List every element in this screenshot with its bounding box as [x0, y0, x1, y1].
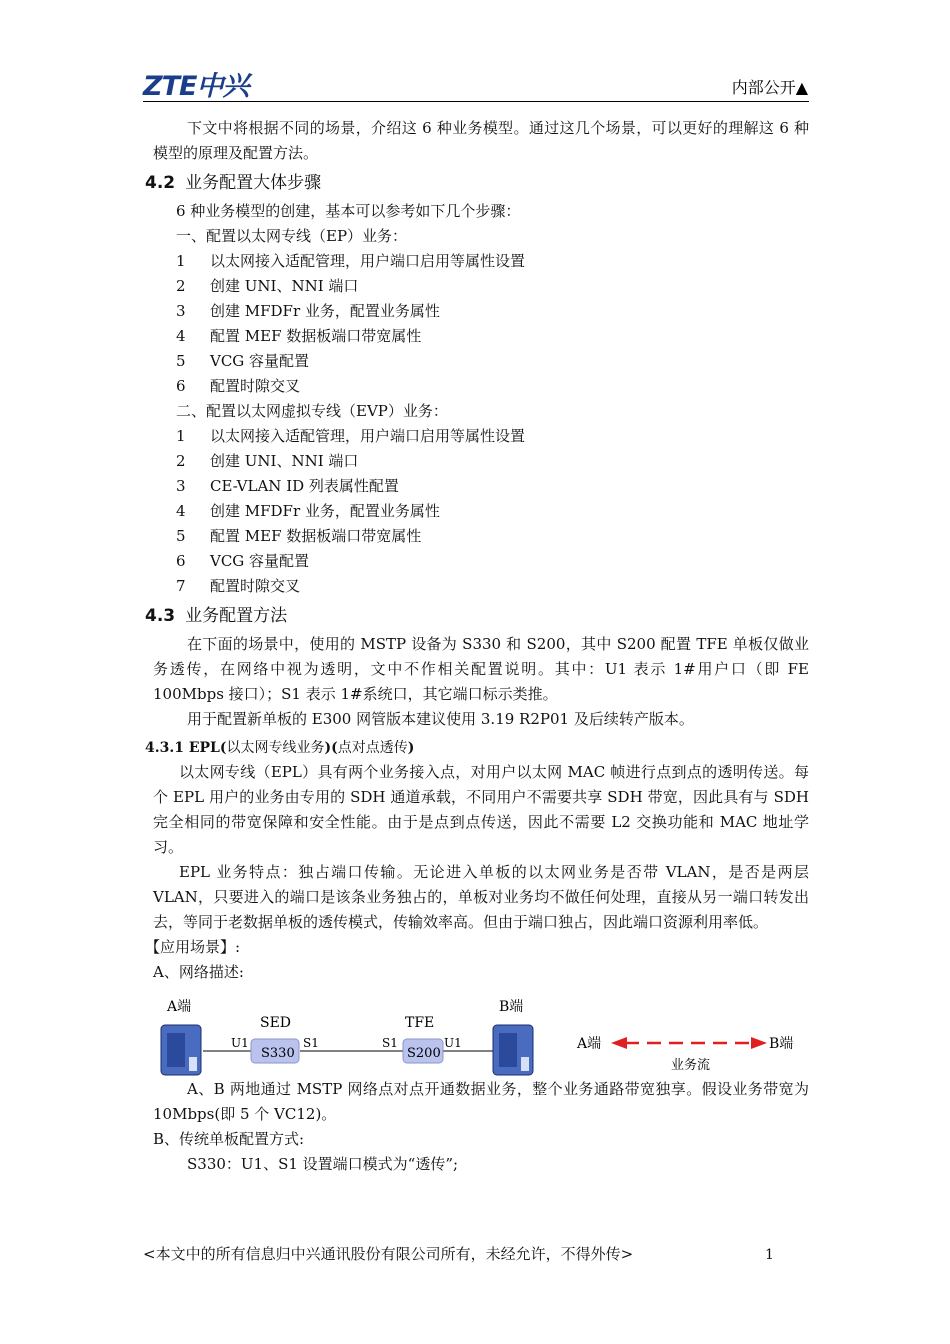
s200-label: S200: [407, 1046, 441, 1061]
list-item: 3 CE-VLAN ID 列表属性配置: [176, 477, 399, 495]
list-item: 3 创建 MFDFr 业务，配置业务属性: [176, 302, 440, 320]
traditional-config-label: B、传统单板配置方式:: [153, 1130, 305, 1148]
paragraph: 用于配置新单板的 E300 网管版本建议使用 3.19 R2P01 及后续转产版本。: [187, 710, 694, 728]
list-item: 5 配置 MEF 数据板端口带宽属性: [176, 527, 422, 545]
section-number: 4.3: [145, 606, 176, 626]
evp-steps-list: [153, 424, 809, 599]
ep-title: 一、配置以太网专线（EP）业务：: [176, 227, 408, 245]
s330-config-line: S330：U1、S1 设置端口模式为“透传”;: [187, 1155, 459, 1173]
section-4-2-heading: [145, 170, 809, 197]
s1-left-label: S1: [303, 1036, 319, 1050]
list-item: 4 配置 MEF 数据板端口带宽属性: [176, 327, 422, 345]
network-description-label: A、网络描述:: [153, 963, 244, 981]
ep-steps-list: [153, 249, 809, 399]
a-end-server-icon: [161, 1025, 201, 1075]
zte-logo: ZTE中兴: [143, 71, 249, 102]
list-item: 7 配置时隙交叉: [176, 577, 301, 595]
header-divider: [143, 101, 809, 102]
evp-title: 二、配置以太网虚拟专线（EVP）业务：: [176, 402, 448, 420]
list-item: 2 创建 UNI、NNI 端口: [176, 277, 359, 295]
flow-b-label: B端: [769, 1036, 794, 1052]
tfe-label: TFE: [405, 1015, 435, 1031]
section-title: 业务配置方法: [185, 606, 288, 626]
list-item: 6 VCG 容量配置: [176, 552, 310, 570]
classification-label: 内部公开▲: [731, 78, 808, 97]
section-title: 业务配置大体步骤: [185, 173, 322, 193]
list-item: 5 VCG 容量配置: [176, 352, 310, 370]
steps-lead: 6 种业务模型的创建，基本可以参考如下几个步骤：: [176, 202, 521, 220]
list-item: 1 以太网接入适配管理，用户端口启用等属性设置: [176, 252, 526, 270]
footer-notice: <本文中的所有信息归中兴通讯股份有限公司所有，未经允许，不得外传>: [143, 1245, 634, 1263]
document-body: [145, 116, 809, 1177]
b-end-label: B端: [499, 999, 524, 1015]
page-number: 1: [765, 1247, 774, 1263]
list-item: 6 配置时隙交叉: [176, 377, 301, 395]
paragraph: A、B 两地通过 MSTP 网络点对点开通数据业务，整个业务通路带宽独享。假设业务带宽为 10Mbps(即 5 个 VC12)。: [153, 1080, 809, 1123]
section-4-3-heading: [145, 603, 809, 630]
flow-a-label: A端: [577, 1036, 602, 1052]
paragraph: 在下面的场景中，使用的 MSTP 设备为 S330 和 S200，其中 S200 配置 TFE 单板仅做业务透传，在网络中视为透明，文中不作相关配置说明。其中：U1 表示 1#用户口（即 FE 100Mbps 接口）；S1 表示 1#系统口，其它端口标示类推。: [153, 635, 809, 703]
list-item: 1 以太网接入适配管理，用户端口启用等属性设置: [176, 427, 526, 445]
u1-right-label: U1: [444, 1036, 462, 1050]
list-item: 2 创建 UNI、NNI 端口: [176, 452, 359, 470]
flow-arrowhead-left-icon: [611, 1037, 627, 1049]
u1-left-label: U1: [231, 1036, 249, 1050]
flow-arrowhead-right-icon: [751, 1037, 767, 1049]
network-diagram-svg: [153, 991, 809, 1077]
paragraph: 以太网专线（EPL）具有两个业务接入点，对用户以太网 MAC 帧进行点到点的透明传送。每个 EPL 用户的业务由专用的 SDH 通道承载，不同用户不需要共享 SDH 带宽，因此具有与 SDH 完全相同的带宽保障和安全性能。由于是点到点传送，因此不需要 L2 交换功能和 MAC 地址学习。: [153, 763, 809, 856]
list-item: 4 创建 MFDFr 业务，配置业务属性: [176, 502, 440, 520]
a-end-label: A端: [167, 999, 192, 1015]
b-end-server-icon: [493, 1025, 533, 1075]
intro-paragraph: 下文中将根据不同的场景，介绍这 6 种业务模型。通过这几个场景，可以更好的理解这 6 种模型的原理及配置方法。: [153, 119, 809, 162]
paragraph: EPL 业务特点：独占端口传输。无论进入单板的以太网业务是否带 VLAN，是否是两层 VLAN，只要进入的端口是该条业务独占的，单板对业务均不做任何处理，直接从另一端口转发出去，等同于老数据单板的透传模式，传输效率高。但由于端口独占，因此端口资源利用率低。: [153, 863, 809, 931]
flow-caption: 业务流: [671, 1058, 711, 1073]
section-number: 4.2: [145, 173, 176, 193]
s1-right-label: S1: [382, 1036, 398, 1050]
scenario-label: 【应用场景】:: [145, 938, 241, 956]
section-4-3-1-heading: 4.3.1 EPL(以太网专线业务)(点对点透传): [145, 740, 415, 756]
network-diagram: [153, 991, 809, 1077]
s330-label: S330: [261, 1046, 295, 1061]
sed-label: SED: [260, 1015, 292, 1031]
